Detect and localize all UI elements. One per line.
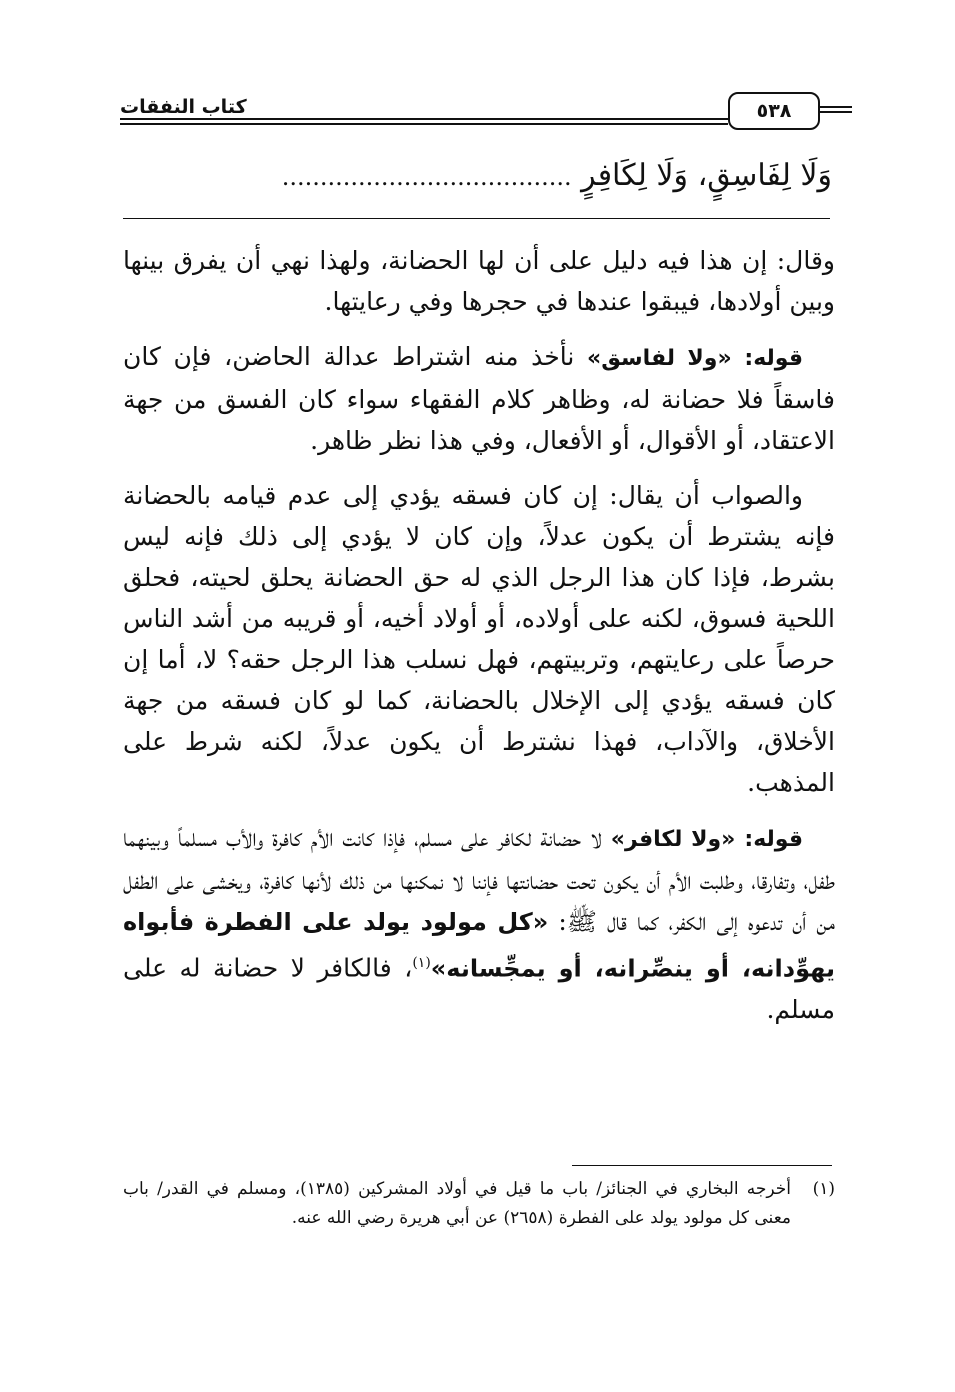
header-rule-left <box>120 118 728 128</box>
page-number: ٥٣٨ <box>756 100 792 122</box>
paragraph-2 <box>123 336 835 461</box>
paragraph-4 <box>123 817 835 1030</box>
paragraph-2-text: نأخذ منه اشتراط عدالة الحاضن، فإن كان فاسقاً فلا حضانة له، وظاهر كلام الفقهاء سواء كان الفسق من جهة الاعتقاد، أو الأقوال، أو الأفعال، وفي هذا نظر ظاهر. <box>123 342 835 455</box>
matn-dots: ...................................... <box>281 163 572 191</box>
paragraph-4-end: ، فالكافر لا حضانة له على مسلم. <box>123 953 835 1025</box>
hadith-quote: «كل مولود يولد على الفطرة فأبواه يهوِّدانه، أو ينصِّرانه، أو يمجِّسانه» <box>123 908 836 983</box>
footnote-ref: (١) <box>412 955 431 971</box>
page-header <box>120 92 832 136</box>
commentary-body <box>123 240 835 1044</box>
footnote-divider <box>572 1165 832 1166</box>
footnote <box>123 1175 835 1233</box>
paragraph-4-text: لا حضانة لكافر على مسلم، فإذا كانت الأم كافرة والأب مسلماً وبينهما طفل، وتفارقا، وطلبت الأم أن يكون تحت حضانتها فإننا لا نمكنها من ذلك لأنها كافرة، ويخشى على الطفل من أن تدعوه إلى الكفر، كما قال ﷺ: <box>123 823 836 936</box>
matn-text: وَلَا لِفَاسِقٍ، وَلَا لِكَافِرٍ <box>581 158 832 193</box>
page-number-box <box>728 92 820 130</box>
paragraph-4-quote: «ولا لكافر» <box>610 827 736 852</box>
paragraph-2-quote: «ولا لفاسق» <box>587 346 732 371</box>
footnote-number: (١) <box>812 1179 835 1199</box>
paragraph-3: والصواب أن يقال: إن كان فسقه يؤدي إلى عدم قيامه بالحضانة فإنه يشترط أن يكون عدلاً، وإن كان لا يؤدي إلى ذلك فإنه ليس بشرط، فإذا كان هذا الرجل الذي له حق الحضانة يحلق لحيته، فحلق اللحية فسوق، لكنه على أولاده، أو أولاد أخيه، أو قريبه من أشد الناس حرصاً على رعايتهم، وتربيتهم، فهل نسلب هذا الرجل حقه؟ لا، أما إن كان فسقه يؤدي إلى الإخلال بالحضانة، كما لو كان فسقه من جهة الأخلاق، والآداب، فهذا نشترط أن يكون عدلاً، لكنه شرط على المذهب. <box>123 481 835 797</box>
matn-line <box>120 158 832 193</box>
paragraph-1: وقال: إن هذا فيه دليل على أن لها الحضانة، ولهذا نهي أن يفرق بينها وبين أولادها، فيبقوا عندها في حجرها وفي رعايتها. <box>123 246 835 316</box>
matn-divider <box>123 218 830 219</box>
footnote-text: أخرجه البخاري في الجنائز/ باب ما قيل في أولاد المشركين (١٣٨٥)، ومسلم في القدر/ باب معنى كل مولود يولد على الفطرة (٢٦٥٨) عن أبي هريرة رضي الله عنه. <box>123 1179 791 1228</box>
header-book-title: كتاب النفقات <box>120 96 247 118</box>
paragraph-4-label: قوله: <box>744 827 804 852</box>
header-rule-right <box>820 106 852 116</box>
paragraph-2-label: قوله: <box>744 346 803 371</box>
